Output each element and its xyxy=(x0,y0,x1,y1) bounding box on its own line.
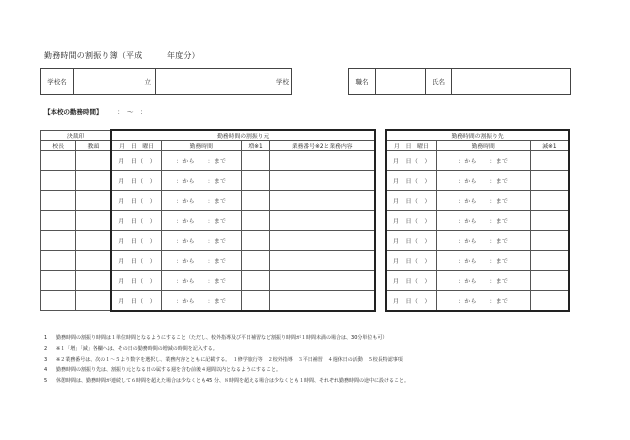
source-time-cell: ：から ：まで xyxy=(161,231,241,251)
vice-principal-stamp-cell xyxy=(76,211,111,231)
source-date-cell: 月 日（ ） xyxy=(111,191,161,211)
table-row xyxy=(41,191,570,211)
principal-stamp-cell xyxy=(41,151,76,171)
vice-principal-stamp-cell xyxy=(76,191,111,211)
decrease-cell xyxy=(530,171,569,191)
dest-time-cell: ：から ：まで xyxy=(436,271,530,291)
dest-date-cell: 月 日（ ） xyxy=(386,251,436,271)
dest-time-cell: ：から ：まで xyxy=(436,171,530,191)
source-time-header: 勤務時間 xyxy=(161,141,241,151)
dest-date-cell: 月 日（ ） xyxy=(386,191,436,211)
principal-header: 校長 xyxy=(41,141,76,151)
task-cell xyxy=(270,151,375,171)
source-time-cell: ：から ：まで xyxy=(161,211,241,231)
source-date-header: 月 日 曜日 xyxy=(111,141,161,151)
decrease-cell xyxy=(530,251,569,271)
dest-date-cell: 月 日（ ） xyxy=(386,291,436,311)
note-item: 5 休憩時間は、勤務時間が連続して６時間を超えた場合は少なくとも45 分、８時間を超える場合は少なくとも１時間、それぞれ勤務時間の途中に設けること。 xyxy=(44,378,409,385)
gakko-label: 学校 xyxy=(276,78,289,86)
staff-info-box xyxy=(348,68,571,95)
source-header: 勤務時間の割振り元 xyxy=(111,130,375,141)
task-cell xyxy=(270,271,375,291)
decrease-cell xyxy=(530,211,569,231)
source-date-cell: 月 日（ ） xyxy=(111,251,161,271)
vice-principal-stamp-cell xyxy=(76,291,111,311)
dest-time-cell: ：から ：まで xyxy=(436,291,530,311)
vice-principal-header: 教頭 xyxy=(76,141,111,151)
increase-cell xyxy=(241,271,270,291)
dest-date-cell: 月 日（ ） xyxy=(386,231,436,251)
increase-cell xyxy=(241,231,270,251)
vice-principal-stamp-cell xyxy=(76,251,111,271)
task-cell xyxy=(270,251,375,271)
vice-principal-stamp-cell xyxy=(76,271,111,291)
source-date-cell: 月 日（ ） xyxy=(111,231,161,251)
increase-cell xyxy=(241,151,270,171)
task-cell xyxy=(270,291,375,311)
task-cell xyxy=(270,171,375,191)
school-name-label: 学校名 xyxy=(41,69,74,94)
table-row xyxy=(41,251,570,271)
vice-principal-stamp-cell xyxy=(76,231,111,251)
notes-list xyxy=(44,333,409,387)
table-row xyxy=(41,171,570,191)
increase-cell xyxy=(241,191,270,211)
principal-stamp-cell xyxy=(41,251,76,271)
principal-stamp-cell xyxy=(41,211,76,231)
increase-cell xyxy=(241,211,270,231)
dest-date-cell: 月 日（ ） xyxy=(386,171,436,191)
work-hours-label: 【本校の勤務時間】 xyxy=(44,108,100,116)
source-time-cell: ：から ：まで xyxy=(161,191,241,211)
source-time-cell: ：から ：まで xyxy=(161,251,241,271)
destination-header: 勤務時間の割振り先 xyxy=(386,130,569,141)
dest-time-cell: ：から ：まで xyxy=(436,151,530,171)
dest-time-cell: ：から ：まで xyxy=(436,231,530,251)
page-title: 勤務時間の割振り簿（平成 年度分） xyxy=(44,51,200,60)
increase-cell xyxy=(241,251,270,271)
ritsu-label: 立 xyxy=(74,69,156,94)
decrease-cell xyxy=(530,231,569,251)
decrease-cell xyxy=(530,271,569,291)
dest-time-cell: ：から ：まで xyxy=(436,251,530,271)
source-date-cell: 月 日（ ） xyxy=(111,291,161,311)
table-row xyxy=(41,271,570,291)
source-time-cell: ：から ：まで xyxy=(161,291,241,311)
task-cell xyxy=(270,211,375,231)
vice-principal-stamp-cell xyxy=(76,171,111,191)
source-date-cell: 月 日（ ） xyxy=(111,151,161,171)
table-row xyxy=(41,211,570,231)
dest-date-cell: 月 日（ ） xyxy=(386,271,436,291)
source-date-cell: 月 日（ ） xyxy=(111,271,161,291)
principal-stamp-cell xyxy=(41,171,76,191)
source-time-cell: ：から ：まで xyxy=(161,151,241,171)
decrease-cell xyxy=(530,291,569,311)
source-date-cell: 月 日（ ） xyxy=(111,211,161,231)
note-item: 2 ※１「増」「減」各欄へは、その日の勤務時間の増減の時間を記入する。 xyxy=(44,345,218,352)
increase-cell xyxy=(241,291,270,311)
dest-time-cell: ：から ：まで xyxy=(436,191,530,211)
vice-principal-stamp-cell xyxy=(76,151,111,171)
task-cell xyxy=(270,231,375,251)
dest-date-header: 月 日 曜日 xyxy=(386,141,436,151)
school-info-box xyxy=(40,68,292,95)
note-item: 1 勤務時間の割振り時間は１単位時間となるようにすること（ただし、校外指導及び平日補習など割振り時間が１時間未満の場合は、30分単位も可） xyxy=(44,335,388,341)
dest-time-cell: ：から ：まで xyxy=(436,211,530,231)
source-date-cell: 月 日（ ） xyxy=(111,171,161,191)
allocation-table xyxy=(40,129,570,312)
principal-stamp-cell xyxy=(41,271,76,291)
increase-cell xyxy=(241,171,270,191)
position-field xyxy=(376,69,426,94)
decrease-header: 減※1 xyxy=(530,141,569,151)
decrease-cell xyxy=(530,191,569,211)
task-cell xyxy=(270,191,375,211)
dest-date-cell: 月 日（ ） xyxy=(386,151,436,171)
dest-time-header: 勤務時間 xyxy=(436,141,530,151)
dest-date-cell: 月 日（ ） xyxy=(386,211,436,231)
work-hours-value: ： 〜 ： xyxy=(117,108,147,116)
table-row xyxy=(41,291,570,311)
source-time-cell: ：から ：まで xyxy=(161,171,241,191)
name-label: 氏名 xyxy=(426,69,452,94)
decrease-cell xyxy=(530,151,569,171)
note-item: 3 ※２業務番号は、次の１～５より数字を選択し、業務内容とともに記載する。 １修学旅行等 ２校外指導 ３平日補習 ４週休日の活動 ５校長特認事項 xyxy=(44,356,403,363)
kessai-header: 決裁印 xyxy=(41,130,112,141)
position-label: 職名 xyxy=(349,69,376,94)
task-header: 業務番号※2と業務内容 xyxy=(270,141,375,151)
table-row xyxy=(41,231,570,251)
source-time-cell: ：から ：まで xyxy=(161,271,241,291)
increase-header: 増※1 xyxy=(241,141,270,151)
note-item: 4 勤務時間の割振り先は、割振り元となる日の属する週を含む前後４週間以内となるようにすること。 xyxy=(44,367,282,374)
work-hours-heading xyxy=(44,107,147,116)
principal-stamp-cell xyxy=(41,231,76,251)
principal-stamp-cell xyxy=(41,191,76,211)
table-row xyxy=(41,151,570,171)
name-field xyxy=(452,69,572,94)
principal-stamp-cell xyxy=(41,291,76,311)
